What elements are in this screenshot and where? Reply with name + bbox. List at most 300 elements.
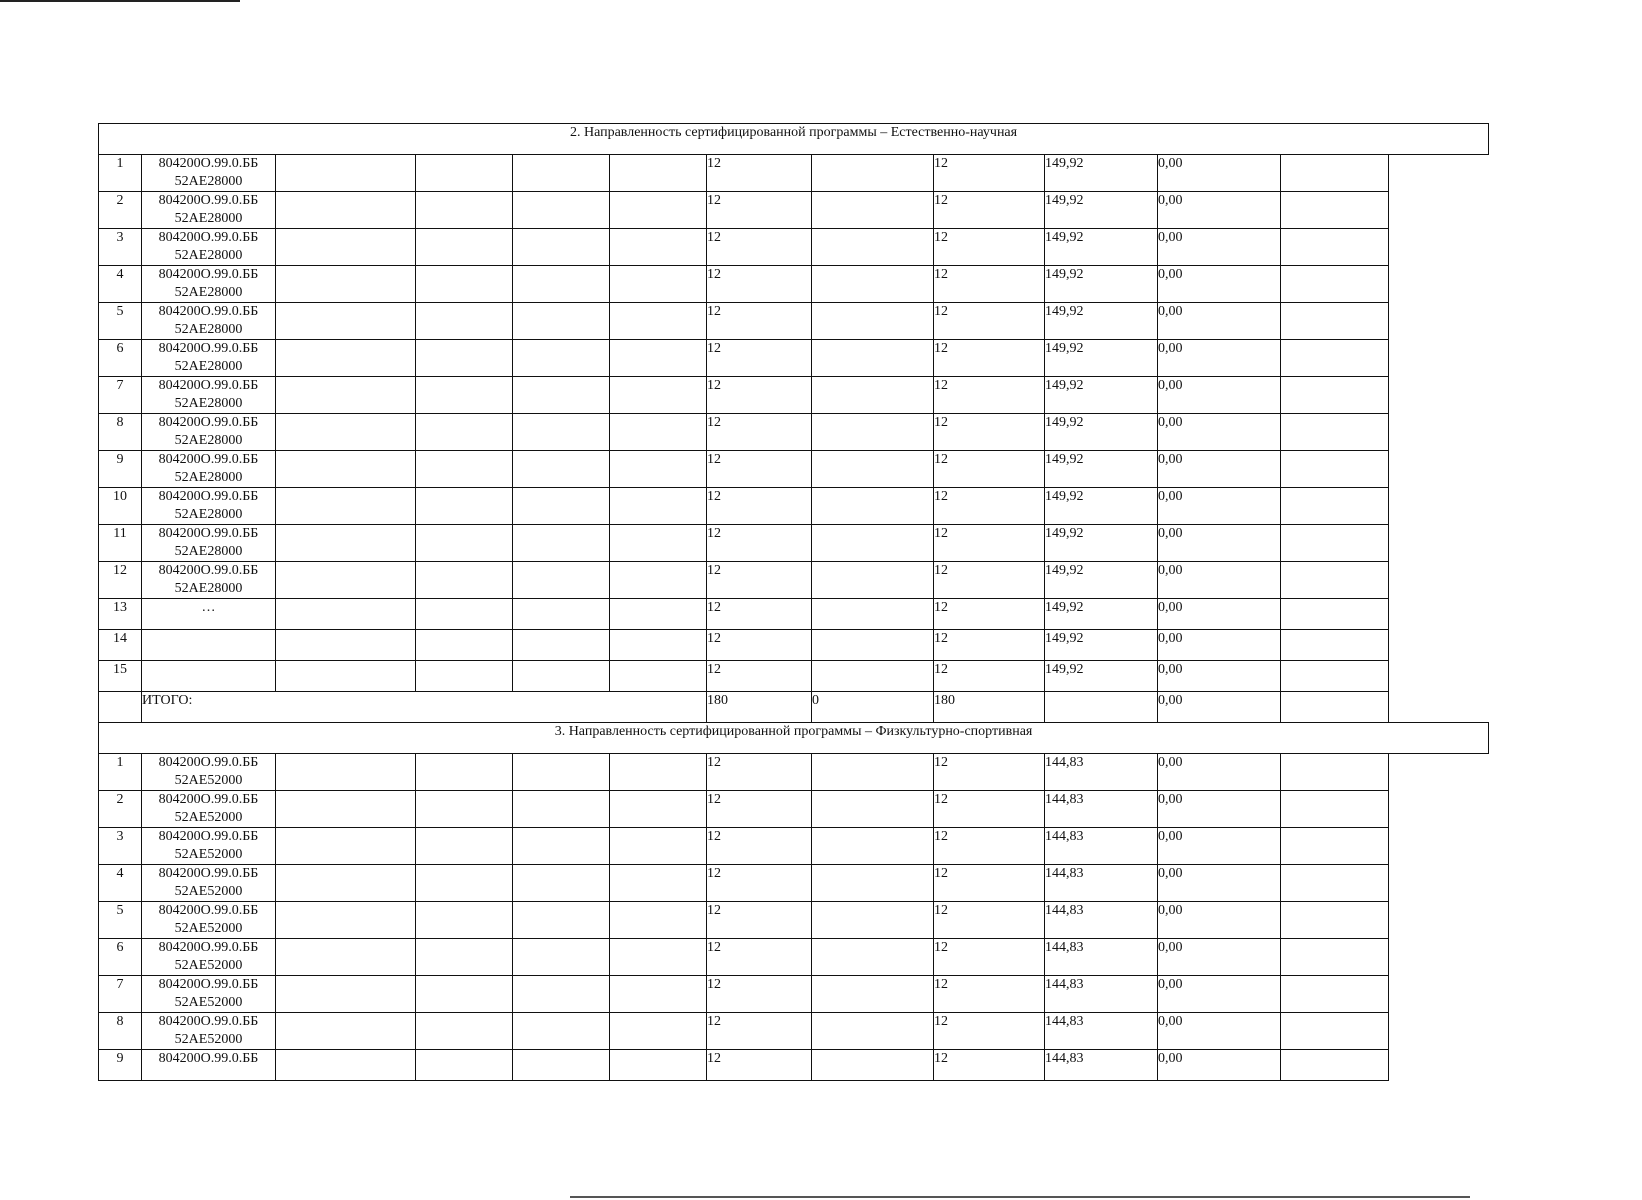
amount: 0,00 — [1158, 791, 1281, 828]
empty-cell — [513, 976, 610, 1013]
empty-cell — [513, 1013, 610, 1050]
empty-cell — [416, 488, 513, 525]
actual-volume: 12 — [934, 377, 1045, 414]
empty-cell — [812, 340, 934, 377]
empty-cell — [610, 562, 707, 599]
empty-cell — [610, 229, 707, 266]
empty-cell — [416, 976, 513, 1013]
planned-volume: 12 — [707, 939, 812, 976]
amount: 0,00 — [1158, 865, 1281, 902]
service-code — [142, 630, 276, 661]
amount: 0,00 — [1158, 599, 1281, 630]
total-column-8: 0 — [812, 692, 934, 723]
row-number: 15 — [99, 661, 142, 692]
norm-cost: 149,92 — [1045, 266, 1158, 303]
norm-cost: 149,92 — [1045, 155, 1158, 192]
service-code — [142, 1050, 276, 1081]
row-number: 4 — [99, 266, 142, 303]
actual-volume: 12 — [934, 828, 1045, 865]
empty-cell — [276, 525, 416, 562]
planned-volume: 12 — [707, 828, 812, 865]
amount: 0,00 — [1158, 1050, 1281, 1081]
planned-volume: 12 — [707, 902, 812, 939]
empty-cell — [276, 599, 416, 630]
row-number: 7 — [99, 377, 142, 414]
empty-cell — [416, 791, 513, 828]
row-number: 2 — [99, 192, 142, 229]
empty-cell — [276, 976, 416, 1013]
actual-volume: 12 — [934, 865, 1045, 902]
service-code — [142, 525, 276, 562]
table-row — [99, 414, 1489, 451]
planned-volume: 12 — [707, 562, 812, 599]
empty-cell — [513, 661, 610, 692]
norm-cost: 149,92 — [1045, 303, 1158, 340]
empty-cell — [416, 1050, 513, 1081]
empty-cell — [812, 1013, 934, 1050]
empty-cell — [1281, 939, 1389, 976]
table-row — [99, 340, 1489, 377]
total-actual: 180 — [934, 692, 1045, 723]
empty-cell — [1281, 828, 1389, 865]
empty-cell — [812, 1050, 934, 1081]
service-code-line2: 52АЕ52000 — [174, 921, 243, 936]
norm-cost: 144,83 — [1045, 939, 1158, 976]
empty-cell — [416, 939, 513, 976]
empty-cell — [276, 562, 416, 599]
amount: 0,00 — [1158, 488, 1281, 525]
service-code-line1: 804200О.99.0.ББ — [158, 304, 259, 319]
empty-cell — [276, 266, 416, 303]
table-row — [99, 1050, 1489, 1081]
empty-cell — [610, 303, 707, 340]
empty-cell — [812, 414, 934, 451]
table-row — [99, 599, 1489, 630]
empty-cell — [812, 599, 934, 630]
service-code-line2: 52АЕ28000 — [174, 544, 243, 559]
norm-cost: 149,92 — [1045, 229, 1158, 266]
empty-cell — [1281, 303, 1389, 340]
actual-volume: 12 — [934, 488, 1045, 525]
program-table — [98, 123, 1489, 1081]
empty-cell — [812, 192, 934, 229]
empty-cell — [513, 303, 610, 340]
total-planned: 180 — [707, 692, 812, 723]
row-number: 8 — [99, 414, 142, 451]
empty-cell — [610, 1050, 707, 1081]
empty-cell — [610, 340, 707, 377]
empty-cell — [416, 340, 513, 377]
service-code-line2: 52АЕ28000 — [174, 396, 243, 411]
empty-cell — [812, 976, 934, 1013]
service-code — [142, 939, 276, 976]
actual-volume: 12 — [934, 976, 1045, 1013]
empty-cell — [1281, 902, 1389, 939]
row-number: 3 — [99, 828, 142, 865]
empty-cell — [610, 976, 707, 1013]
empty-cell — [610, 661, 707, 692]
empty-cell — [416, 303, 513, 340]
empty-cell — [812, 630, 934, 661]
empty-cell — [276, 155, 416, 192]
empty-cell — [1281, 525, 1389, 562]
empty-cell — [812, 488, 934, 525]
empty-cell — [610, 414, 707, 451]
service-code-line2: 52АЕ52000 — [174, 847, 243, 862]
section-title: 3. Направленность сертифицированной программы – Физкультурно-спортивная — [99, 723, 1489, 754]
empty-cell — [416, 192, 513, 229]
service-code — [142, 754, 276, 791]
actual-volume: 12 — [934, 266, 1045, 303]
norm-cost: 144,83 — [1045, 1013, 1158, 1050]
empty-cell — [1281, 599, 1389, 630]
service-code-line2: 52АЕ52000 — [174, 884, 243, 899]
actual-volume: 12 — [934, 599, 1045, 630]
empty-cell — [276, 865, 416, 902]
empty-cell — [610, 1013, 707, 1050]
row-number: 2 — [99, 791, 142, 828]
service-code-line1: 804200О.99.0.ББ — [158, 193, 259, 208]
empty-cell — [1281, 414, 1389, 451]
empty-cell — [513, 1050, 610, 1081]
empty-cell — [416, 229, 513, 266]
empty-cell — [276, 377, 416, 414]
total-label: ИТОГО: — [142, 692, 707, 723]
amount: 0,00 — [1158, 155, 1281, 192]
table-row — [99, 192, 1489, 229]
service-code-line2: 52АЕ28000 — [174, 581, 243, 596]
amount: 0,00 — [1158, 303, 1281, 340]
row-number: 7 — [99, 976, 142, 1013]
row-number: 11 — [99, 525, 142, 562]
amount: 0,00 — [1158, 562, 1281, 599]
actual-volume: 12 — [934, 451, 1045, 488]
empty-cell — [416, 377, 513, 414]
empty-cell — [513, 599, 610, 630]
planned-volume: 12 — [707, 451, 812, 488]
row-number: 6 — [99, 939, 142, 976]
amount: 0,00 — [1158, 414, 1281, 451]
table-row — [99, 155, 1489, 192]
norm-cost: 149,92 — [1045, 488, 1158, 525]
row-number: 5 — [99, 303, 142, 340]
empty-cell — [610, 791, 707, 828]
empty-cell — [1281, 754, 1389, 791]
empty-cell — [416, 562, 513, 599]
empty-cell — [1045, 692, 1158, 723]
empty-cell — [1281, 661, 1389, 692]
planned-volume: 12 — [707, 303, 812, 340]
actual-volume: 12 — [934, 791, 1045, 828]
empty-cell — [276, 229, 416, 266]
row-number: 13 — [99, 599, 142, 630]
empty-cell — [513, 754, 610, 791]
actual-volume: 12 — [934, 1013, 1045, 1050]
service-code — [142, 791, 276, 828]
service-code-line1: 804200О.99.0.ББ — [158, 267, 259, 282]
planned-volume: 12 — [707, 630, 812, 661]
empty-cell — [276, 661, 416, 692]
service-code — [142, 303, 276, 340]
empty-cell — [610, 865, 707, 902]
empty-cell — [610, 939, 707, 976]
empty-cell — [416, 1013, 513, 1050]
empty-cell — [1281, 562, 1389, 599]
empty-cell — [513, 155, 610, 192]
norm-cost: 144,83 — [1045, 828, 1158, 865]
service-code-line2: 52АЕ28000 — [174, 322, 243, 337]
empty-cell — [610, 599, 707, 630]
service-code-line1: 804200О.99.0.ББ — [158, 415, 259, 430]
amount: 0,00 — [1158, 828, 1281, 865]
norm-cost: 149,92 — [1045, 661, 1158, 692]
service-code-line2: 52АЕ52000 — [174, 995, 243, 1010]
row-number: 4 — [99, 865, 142, 902]
empty-cell — [1281, 630, 1389, 661]
empty-cell — [276, 902, 416, 939]
empty-cell — [416, 451, 513, 488]
empty-cell — [276, 828, 416, 865]
total-row — [99, 692, 1489, 723]
row-number: 10 — [99, 488, 142, 525]
empty-cell — [513, 865, 610, 902]
empty-cell — [812, 155, 934, 192]
empty-cell — [1281, 1050, 1389, 1081]
service-code-line1: 804200О.99.0.ББ — [158, 156, 259, 171]
planned-volume: 12 — [707, 1050, 812, 1081]
service-code — [142, 976, 276, 1013]
table-row — [99, 525, 1489, 562]
planned-volume: 12 — [707, 266, 812, 303]
service-code-line2: 52АЕ28000 — [174, 285, 243, 300]
empty-cell — [610, 192, 707, 229]
planned-volume: 12 — [707, 229, 812, 266]
empty-cell — [276, 303, 416, 340]
empty-cell — [513, 266, 610, 303]
total-amount: 0,00 — [1158, 692, 1281, 723]
empty-cell — [812, 451, 934, 488]
table-row — [99, 791, 1489, 828]
service-code-line2: 52АЕ28000 — [174, 507, 243, 522]
empty-cell — [812, 229, 934, 266]
table-row — [99, 377, 1489, 414]
empty-cell — [416, 865, 513, 902]
empty-cell — [812, 562, 934, 599]
table-row — [99, 488, 1489, 525]
table-row — [99, 303, 1489, 340]
norm-cost: 144,83 — [1045, 865, 1158, 902]
service-code-line1: 804200О.99.0.ББ — [158, 1014, 259, 1029]
service-code — [142, 266, 276, 303]
empty-cell — [812, 377, 934, 414]
empty-cell — [513, 229, 610, 266]
empty-cell — [610, 828, 707, 865]
table-row — [99, 1013, 1489, 1050]
service-code — [142, 451, 276, 488]
amount: 0,00 — [1158, 451, 1281, 488]
norm-cost: 149,92 — [1045, 192, 1158, 229]
amount: 0,00 — [1158, 939, 1281, 976]
service-code-line2: 52АЕ28000 — [174, 433, 243, 448]
empty-cell — [610, 155, 707, 192]
norm-cost: 144,83 — [1045, 791, 1158, 828]
actual-volume: 12 — [934, 754, 1045, 791]
empty-cell — [1281, 976, 1389, 1013]
planned-volume: 12 — [707, 865, 812, 902]
service-code-line2: 52АЕ52000 — [174, 810, 243, 825]
service-code-line1: 804200О.99.0.ББ — [158, 903, 259, 918]
service-code-line1: 804200О.99.0.ББ — [158, 341, 259, 356]
empty-cell — [416, 754, 513, 791]
service-code — [142, 1013, 276, 1050]
norm-cost: 149,92 — [1045, 414, 1158, 451]
service-code-line2: 52АЕ52000 — [174, 773, 243, 788]
section-title: 2. Направленность сертифицированной программы – Естественно-научная — [99, 124, 1489, 155]
amount: 0,00 — [1158, 525, 1281, 562]
row-number: 9 — [99, 451, 142, 488]
empty-cell — [610, 902, 707, 939]
empty-cell — [416, 630, 513, 661]
empty-cell — [513, 451, 610, 488]
empty-cell — [513, 377, 610, 414]
empty-cell — [1281, 1013, 1389, 1050]
empty-cell — [513, 525, 610, 562]
actual-volume: 12 — [934, 414, 1045, 451]
service-code-line1: 804200О.99.0.ББ — [158, 563, 259, 578]
table-row — [99, 451, 1489, 488]
empty-cell — [812, 754, 934, 791]
empty-cell — [276, 630, 416, 661]
norm-cost: 149,92 — [1045, 525, 1158, 562]
empty-cell — [276, 791, 416, 828]
empty-cell — [513, 488, 610, 525]
empty-cell — [513, 414, 610, 451]
empty-cell — [610, 754, 707, 791]
empty-cell — [513, 192, 610, 229]
table-row — [99, 229, 1489, 266]
norm-cost: 149,92 — [1045, 562, 1158, 599]
empty-cell — [416, 414, 513, 451]
empty-cell — [610, 630, 707, 661]
service-code — [142, 562, 276, 599]
empty-cell — [276, 1013, 416, 1050]
amount: 0,00 — [1158, 377, 1281, 414]
service-code — [142, 192, 276, 229]
empty-cell — [812, 828, 934, 865]
row-number: 1 — [99, 754, 142, 791]
norm-cost: 149,92 — [1045, 377, 1158, 414]
empty-cell — [416, 902, 513, 939]
empty-cell — [99, 692, 142, 723]
row-number: 9 — [99, 1050, 142, 1081]
amount: 0,00 — [1158, 1013, 1281, 1050]
norm-cost: 144,83 — [1045, 976, 1158, 1013]
actual-volume: 12 — [934, 525, 1045, 562]
empty-cell — [812, 266, 934, 303]
empty-cell — [1281, 865, 1389, 902]
planned-volume: 12 — [707, 1013, 812, 1050]
empty-cell — [812, 791, 934, 828]
empty-cell — [1281, 266, 1389, 303]
amount: 0,00 — [1158, 754, 1281, 791]
table-row — [99, 661, 1489, 692]
empty-cell — [1281, 377, 1389, 414]
empty-cell — [276, 414, 416, 451]
norm-cost: 144,83 — [1045, 754, 1158, 791]
empty-cell — [1281, 451, 1389, 488]
service-code-line1: 804200О.99.0.ББ — [158, 792, 259, 807]
empty-cell — [513, 902, 610, 939]
row-number: 3 — [99, 229, 142, 266]
planned-volume: 12 — [707, 488, 812, 525]
service-code-line1: 804200О.99.0.ББ — [158, 829, 259, 844]
table-row — [99, 902, 1489, 939]
row-number: 8 — [99, 1013, 142, 1050]
empty-cell — [1281, 488, 1389, 525]
empty-cell — [812, 939, 934, 976]
empty-cell — [416, 155, 513, 192]
service-code-line2: 52АЕ28000 — [174, 248, 243, 263]
empty-cell — [610, 377, 707, 414]
service-code-line2: 52АЕ28000 — [174, 174, 243, 189]
row-number: 5 — [99, 902, 142, 939]
service-code-line1: … — [201, 600, 216, 615]
empty-cell — [276, 340, 416, 377]
service-code-line1: 804200О.99.0.ББ — [158, 230, 259, 245]
empty-cell — [812, 661, 934, 692]
norm-cost: 149,92 — [1045, 340, 1158, 377]
amount: 0,00 — [1158, 902, 1281, 939]
amount: 0,00 — [1158, 976, 1281, 1013]
actual-volume: 12 — [934, 192, 1045, 229]
table-body — [99, 124, 1489, 1081]
empty-cell — [276, 939, 416, 976]
empty-cell — [1281, 340, 1389, 377]
service-code-line1: 804200О.99.0.ББ — [158, 755, 259, 770]
empty-cell — [276, 451, 416, 488]
service-code-line1: 804200О.99.0.ББ — [158, 526, 259, 541]
planned-volume: 12 — [707, 791, 812, 828]
norm-cost: 149,92 — [1045, 599, 1158, 630]
amount: 0,00 — [1158, 630, 1281, 661]
row-number: 1 — [99, 155, 142, 192]
amount: 0,00 — [1158, 229, 1281, 266]
table-row — [99, 266, 1489, 303]
planned-volume: 12 — [707, 155, 812, 192]
service-code — [142, 340, 276, 377]
table-row — [99, 976, 1489, 1013]
empty-cell — [416, 599, 513, 630]
service-code-line2: 52АЕ52000 — [174, 958, 243, 973]
empty-cell — [513, 791, 610, 828]
service-code-line2: 52АЕ52000 — [174, 1032, 243, 1047]
service-code-line1: 804200О.99.0.ББ — [158, 452, 259, 467]
amount: 0,00 — [1158, 192, 1281, 229]
empty-cell — [610, 266, 707, 303]
empty-cell — [416, 525, 513, 562]
section-title-row — [99, 723, 1489, 754]
planned-volume: 12 — [707, 661, 812, 692]
actual-volume: 12 — [934, 229, 1045, 266]
empty-cell — [416, 661, 513, 692]
empty-cell — [610, 451, 707, 488]
empty-cell — [276, 192, 416, 229]
empty-cell — [812, 865, 934, 902]
actual-volume: 12 — [934, 303, 1045, 340]
service-code — [142, 155, 276, 192]
empty-cell — [1281, 155, 1389, 192]
empty-cell — [513, 630, 610, 661]
